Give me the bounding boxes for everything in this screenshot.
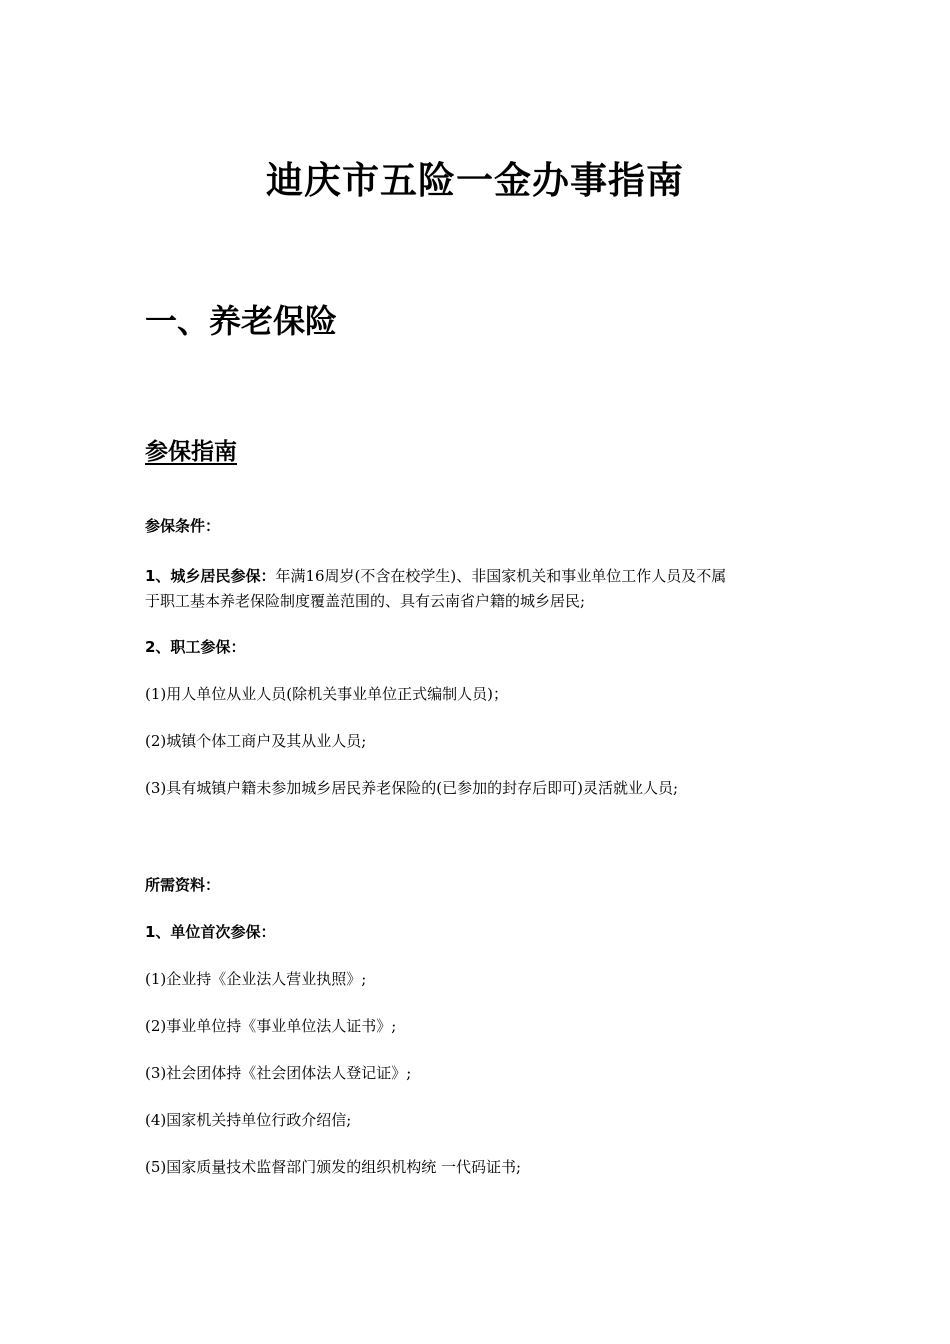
condition-item-2-sub-2: (2)城镇个体工商户及其从业人员;	[145, 732, 367, 750]
conditions-label: 参保条件：	[145, 517, 221, 535]
materials-item-1-sub-5: (5)国家质量技术监督部门颁发的组织机构统 一代码证书;	[145, 1158, 522, 1176]
materials-label: 所需资料：	[145, 876, 221, 894]
condition-item-1	[145, 564, 726, 588]
materials-item-1-sub-1: (1)企业持《企业法人营业执照》;	[145, 970, 367, 988]
materials-item-1-sub-2: (2)事业单位持《事业单位法人证书》;	[145, 1017, 397, 1035]
materials-item-1-label: 1、单位首次参保：	[145, 923, 276, 941]
materials-item-1-sub-3: (3)社会团体持《社会团体法人登记证》;	[145, 1064, 412, 1082]
condition-item-1-continued: 于职工基本养老保险制度覆盖范围的、具有云南省户籍的城乡居民;	[145, 592, 586, 610]
materials-item-1-sub-4: (4)国家机关持单位行政介绍信;	[145, 1111, 352, 1129]
condition-item-2-label: 2、职工参保：	[145, 638, 246, 656]
condition-item-1-text: 年满16周岁(不含在校学生)、非国家机关和事业单位工作人员及不属	[275, 567, 727, 585]
section-heading-pension: 一、养老保险	[145, 302, 338, 340]
condition-item-1-label: 1、城乡居民参保：	[145, 567, 276, 585]
condition-item-2-sub-3: (3)具有城镇户籍未参加城乡居民养老保险的(已参加的封存后即可)灵活就业人员;	[145, 779, 679, 797]
document-title: 迪庆市五险一金办事指南	[266, 159, 684, 202]
condition-item-2-sub-1: (1)用人单位从业人员(除机关事业单位正式编制人员)；	[145, 685, 508, 703]
subheading-enrollment-guide: 参保指南	[145, 439, 237, 465]
